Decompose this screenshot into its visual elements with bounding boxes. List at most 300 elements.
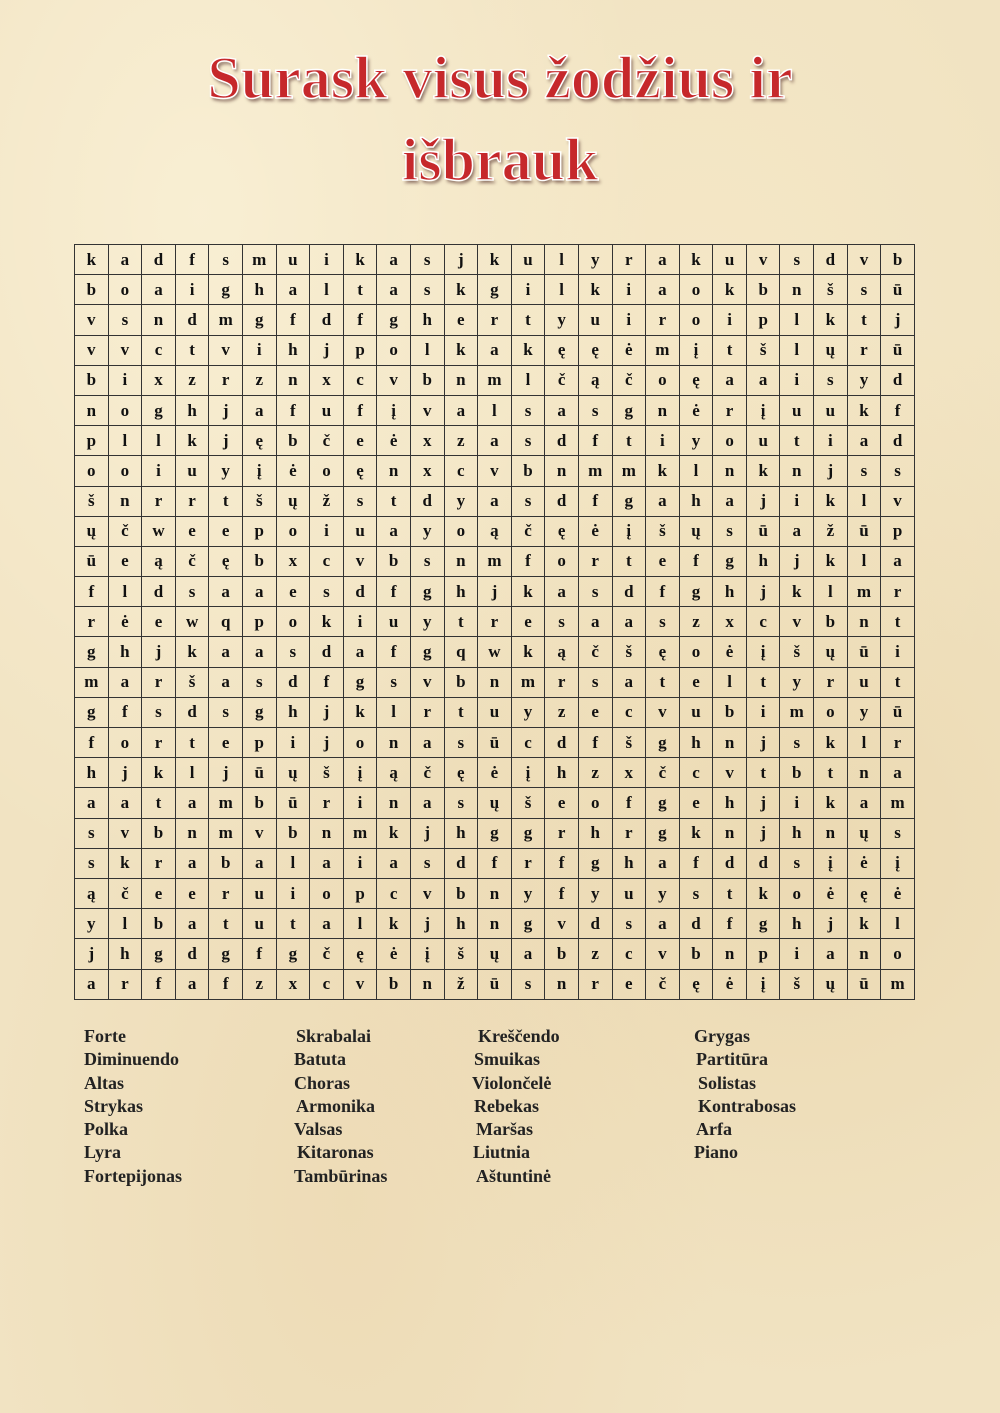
grid-cell[interactable]: į (410, 939, 444, 969)
grid-cell[interactable]: f (511, 546, 545, 576)
grid-cell[interactable]: n (377, 456, 411, 486)
grid-cell[interactable]: b (679, 939, 713, 969)
grid-cell[interactable]: m (209, 788, 243, 818)
grid-cell[interactable]: x (612, 758, 646, 788)
grid-cell[interactable]: ū (478, 969, 512, 999)
grid-cell[interactable]: į (612, 516, 646, 546)
grid-cell[interactable]: s (713, 516, 747, 546)
grid-cell[interactable]: s (612, 909, 646, 939)
grid-cell[interactable]: x (410, 426, 444, 456)
grid-cell[interactable]: l (545, 245, 579, 275)
grid-cell[interactable]: v (646, 939, 680, 969)
grid-cell[interactable]: g (209, 275, 243, 305)
grid-cell[interactable]: ę (646, 637, 680, 667)
grid-cell[interactable]: a (578, 607, 612, 637)
grid-cell[interactable]: ę (343, 456, 377, 486)
grid-cell[interactable]: v (545, 909, 579, 939)
grid-cell[interactable]: ę (679, 365, 713, 395)
grid-cell[interactable]: q (444, 637, 478, 667)
grid-cell[interactable]: a (75, 788, 109, 818)
grid-cell[interactable]: l (780, 305, 814, 335)
grid-cell[interactable]: ė (814, 878, 848, 908)
grid-cell[interactable]: a (847, 426, 881, 456)
grid-cell[interactable]: r (545, 818, 579, 848)
grid-cell[interactable]: r (511, 848, 545, 878)
grid-cell[interactable]: r (612, 245, 646, 275)
grid-cell[interactable]: u (780, 395, 814, 425)
grid-cell[interactable]: ė (377, 426, 411, 456)
grid-cell[interactable]: z (175, 365, 209, 395)
grid-cell[interactable]: f (142, 969, 176, 999)
grid-cell[interactable]: l (814, 577, 848, 607)
grid-cell[interactable]: i (612, 275, 646, 305)
grid-cell[interactable]: j (310, 335, 344, 365)
grid-cell[interactable]: i (242, 335, 276, 365)
grid-cell[interactable]: d (881, 365, 915, 395)
grid-cell[interactable]: e (209, 728, 243, 758)
grid-cell[interactable]: l (713, 667, 747, 697)
grid-cell[interactable]: ų (478, 788, 512, 818)
grid-cell[interactable]: t (713, 335, 747, 365)
grid-cell[interactable]: ę (545, 335, 579, 365)
grid-cell[interactable]: s (410, 245, 444, 275)
grid-cell[interactable]: h (746, 546, 780, 576)
grid-cell[interactable]: s (142, 697, 176, 727)
grid-cell[interactable]: n (713, 728, 747, 758)
grid-cell[interactable]: y (679, 426, 713, 456)
grid-cell[interactable]: r (478, 305, 512, 335)
grid-cell[interactable]: s (578, 395, 612, 425)
grid-cell[interactable]: n (713, 818, 747, 848)
grid-cell[interactable]: j (310, 728, 344, 758)
grid-cell[interactable]: l (847, 728, 881, 758)
grid-cell[interactable]: h (444, 818, 478, 848)
grid-cell[interactable]: o (108, 275, 142, 305)
grid-cell[interactable]: z (545, 697, 579, 727)
grid-cell[interactable]: v (209, 335, 243, 365)
grid-cell[interactable]: n (780, 275, 814, 305)
grid-cell[interactable]: a (75, 969, 109, 999)
grid-cell[interactable]: h (75, 758, 109, 788)
grid-cell[interactable]: d (545, 728, 579, 758)
grid-cell[interactable]: r (209, 878, 243, 908)
grid-cell[interactable]: a (242, 637, 276, 667)
grid-cell[interactable]: s (881, 818, 915, 848)
grid-cell[interactable]: a (108, 245, 142, 275)
grid-cell[interactable]: f (713, 909, 747, 939)
grid-cell[interactable]: v (646, 697, 680, 727)
grid-cell[interactable]: u (276, 245, 310, 275)
grid-cell[interactable]: g (511, 818, 545, 848)
grid-cell[interactable]: s (410, 848, 444, 878)
grid-cell[interactable]: d (175, 305, 209, 335)
grid-cell[interactable]: j (746, 486, 780, 516)
grid-cell[interactable]: g (276, 939, 310, 969)
grid-cell[interactable]: p (881, 516, 915, 546)
grid-cell[interactable]: v (343, 969, 377, 999)
grid-cell[interactable]: x (276, 546, 310, 576)
grid-cell[interactable]: k (75, 245, 109, 275)
grid-cell[interactable]: į (814, 848, 848, 878)
grid-cell[interactable]: ų (814, 969, 848, 999)
grid-cell[interactable]: t (209, 909, 243, 939)
grid-cell[interactable]: č (578, 637, 612, 667)
grid-cell[interactable]: o (881, 939, 915, 969)
grid-cell[interactable]: i (814, 426, 848, 456)
grid-cell[interactable]: u (343, 516, 377, 546)
grid-cell[interactable]: s (679, 878, 713, 908)
grid-cell[interactable]: a (478, 486, 512, 516)
grid-cell[interactable]: e (343, 426, 377, 456)
grid-cell[interactable]: f (881, 395, 915, 425)
grid-cell[interactable]: j (108, 758, 142, 788)
grid-cell[interactable]: s (310, 577, 344, 607)
grid-cell[interactable]: l (780, 335, 814, 365)
grid-cell[interactable]: e (175, 878, 209, 908)
grid-cell[interactable]: ū (881, 697, 915, 727)
grid-cell[interactable]: s (578, 667, 612, 697)
grid-cell[interactable]: j (746, 577, 780, 607)
grid-cell[interactable]: n (377, 788, 411, 818)
grid-cell[interactable]: s (847, 456, 881, 486)
grid-cell[interactable]: ą (142, 546, 176, 576)
grid-cell[interactable]: c (511, 728, 545, 758)
grid-cell[interactable]: į (511, 758, 545, 788)
grid-cell[interactable]: n (142, 305, 176, 335)
grid-cell[interactable]: į (881, 848, 915, 878)
grid-cell[interactable]: v (108, 818, 142, 848)
grid-cell[interactable]: ė (713, 969, 747, 999)
grid-cell[interactable]: b (242, 546, 276, 576)
grid-cell[interactable]: r (410, 697, 444, 727)
grid-cell[interactable]: į (377, 395, 411, 425)
grid-cell[interactable]: r (310, 788, 344, 818)
grid-cell[interactable]: u (578, 305, 612, 335)
grid-cell[interactable]: f (242, 939, 276, 969)
grid-cell[interactable]: t (881, 607, 915, 637)
grid-cell[interactable]: m (242, 245, 276, 275)
grid-cell[interactable]: z (242, 365, 276, 395)
grid-cell[interactable]: ū (847, 516, 881, 546)
grid-cell[interactable]: ė (578, 516, 612, 546)
grid-cell[interactable]: k (847, 909, 881, 939)
grid-cell[interactable]: l (175, 758, 209, 788)
grid-cell[interactable]: l (343, 909, 377, 939)
grid-cell[interactable]: o (310, 456, 344, 486)
grid-cell[interactable]: s (75, 818, 109, 848)
grid-cell[interactable]: k (511, 637, 545, 667)
grid-cell[interactable]: c (444, 456, 478, 486)
grid-cell[interactable]: a (847, 788, 881, 818)
grid-cell[interactable]: h (444, 577, 478, 607)
grid-cell[interactable]: g (343, 667, 377, 697)
grid-cell[interactable]: u (612, 878, 646, 908)
grid-cell[interactable]: d (545, 486, 579, 516)
grid-cell[interactable]: y (578, 878, 612, 908)
grid-cell[interactable]: s (780, 848, 814, 878)
grid-cell[interactable]: n (310, 818, 344, 848)
grid-cell[interactable]: y (847, 365, 881, 395)
grid-cell[interactable]: į (679, 335, 713, 365)
grid-cell[interactable]: i (646, 426, 680, 456)
grid-cell[interactable]: d (175, 939, 209, 969)
grid-cell[interactable]: o (713, 426, 747, 456)
grid-cell[interactable]: o (108, 728, 142, 758)
grid-cell[interactable]: ę (242, 426, 276, 456)
grid-cell[interactable]: e (209, 516, 243, 546)
grid-cell[interactable]: a (612, 667, 646, 697)
grid-cell[interactable]: b (142, 909, 176, 939)
grid-cell[interactable]: o (108, 395, 142, 425)
grid-cell[interactable]: g (646, 818, 680, 848)
grid-cell[interactable]: t (142, 788, 176, 818)
grid-cell[interactable]: v (746, 245, 780, 275)
grid-cell[interactable]: l (410, 335, 444, 365)
grid-cell[interactable]: t (881, 667, 915, 697)
grid-cell[interactable]: č (545, 365, 579, 395)
grid-cell[interactable]: ą (545, 637, 579, 667)
grid-cell[interactable]: ą (578, 365, 612, 395)
grid-cell[interactable]: o (444, 516, 478, 546)
grid-cell[interactable]: t (377, 486, 411, 516)
grid-cell[interactable]: m (881, 788, 915, 818)
grid-cell[interactable]: f (679, 546, 713, 576)
grid-cell[interactable]: č (511, 516, 545, 546)
grid-cell[interactable]: g (578, 848, 612, 878)
grid-cell[interactable]: a (646, 909, 680, 939)
grid-cell[interactable]: x (713, 607, 747, 637)
grid-cell[interactable]: u (679, 697, 713, 727)
grid-cell[interactable]: ė (679, 395, 713, 425)
grid-cell[interactable]: e (444, 305, 478, 335)
grid-cell[interactable]: ė (377, 939, 411, 969)
grid-cell[interactable]: k (814, 546, 848, 576)
grid-cell[interactable]: a (881, 758, 915, 788)
grid-cell[interactable]: ė (108, 607, 142, 637)
grid-cell[interactable]: k (175, 637, 209, 667)
grid-cell[interactable]: b (780, 758, 814, 788)
grid-cell[interactable]: f (75, 577, 109, 607)
grid-cell[interactable]: e (142, 878, 176, 908)
grid-cell[interactable]: ę (209, 546, 243, 576)
grid-cell[interactable]: s (780, 728, 814, 758)
grid-cell[interactable]: l (142, 426, 176, 456)
grid-cell[interactable]: w (478, 637, 512, 667)
grid-cell[interactable]: m (75, 667, 109, 697)
grid-cell[interactable]: s (511, 426, 545, 456)
grid-cell[interactable]: h (276, 335, 310, 365)
grid-cell[interactable]: u (310, 395, 344, 425)
grid-cell[interactable]: r (142, 667, 176, 697)
grid-cell[interactable]: z (578, 939, 612, 969)
grid-cell[interactable]: a (175, 909, 209, 939)
grid-cell[interactable]: d (814, 245, 848, 275)
grid-cell[interactable]: l (108, 426, 142, 456)
grid-cell[interactable]: r (142, 486, 176, 516)
grid-cell[interactable]: ų (814, 335, 848, 365)
grid-cell[interactable]: o (814, 697, 848, 727)
grid-cell[interactable]: f (75, 728, 109, 758)
grid-cell[interactable]: o (75, 456, 109, 486)
grid-cell[interactable]: f (545, 848, 579, 878)
grid-cell[interactable]: b (410, 365, 444, 395)
grid-cell[interactable]: i (276, 878, 310, 908)
grid-cell[interactable]: š (175, 667, 209, 697)
grid-cell[interactable]: l (377, 697, 411, 727)
grid-cell[interactable]: n (847, 607, 881, 637)
grid-cell[interactable]: l (511, 365, 545, 395)
grid-cell[interactable]: r (881, 577, 915, 607)
grid-cell[interactable]: r (578, 546, 612, 576)
grid-cell[interactable]: t (847, 305, 881, 335)
grid-cell[interactable]: ė (881, 878, 915, 908)
grid-cell[interactable]: k (746, 456, 780, 486)
grid-cell[interactable]: g (646, 788, 680, 818)
grid-cell[interactable]: a (343, 637, 377, 667)
grid-cell[interactable]: d (410, 486, 444, 516)
grid-cell[interactable]: c (343, 365, 377, 395)
grid-cell[interactable]: ę (343, 939, 377, 969)
grid-cell[interactable]: r (478, 607, 512, 637)
grid-cell[interactable]: a (713, 365, 747, 395)
grid-cell[interactable]: f (578, 728, 612, 758)
grid-cell[interactable]: r (881, 728, 915, 758)
grid-cell[interactable]: y (410, 516, 444, 546)
grid-cell[interactable]: u (511, 245, 545, 275)
grid-cell[interactable]: j (746, 818, 780, 848)
grid-cell[interactable]: r (142, 848, 176, 878)
grid-cell[interactable]: r (847, 335, 881, 365)
grid-cell[interactable]: č (612, 365, 646, 395)
grid-cell[interactable]: k (814, 728, 848, 758)
grid-cell[interactable]: t (511, 305, 545, 335)
grid-cell[interactable]: o (679, 305, 713, 335)
grid-cell[interactable]: a (478, 335, 512, 365)
grid-cell[interactable]: b (209, 848, 243, 878)
grid-cell[interactable]: s (343, 486, 377, 516)
grid-cell[interactable]: p (75, 426, 109, 456)
grid-cell[interactable]: n (713, 939, 747, 969)
grid-cell[interactable]: k (478, 245, 512, 275)
grid-cell[interactable]: u (746, 426, 780, 456)
grid-cell[interactable]: c (746, 607, 780, 637)
grid-cell[interactable]: g (478, 275, 512, 305)
grid-cell[interactable]: ų (814, 637, 848, 667)
grid-cell[interactable]: d (612, 577, 646, 607)
grid-cell[interactable]: u (814, 395, 848, 425)
grid-cell[interactable]: m (343, 818, 377, 848)
grid-cell[interactable]: e (142, 607, 176, 637)
grid-cell[interactable]: g (410, 637, 444, 667)
grid-cell[interactable]: g (209, 939, 243, 969)
grid-cell[interactable]: h (713, 788, 747, 818)
grid-cell[interactable]: j (746, 728, 780, 758)
grid-cell[interactable]: g (679, 577, 713, 607)
grid-cell[interactable]: n (713, 456, 747, 486)
grid-cell[interactable]: t (444, 697, 478, 727)
grid-cell[interactable]: š (612, 728, 646, 758)
grid-cell[interactable]: k (679, 818, 713, 848)
grid-cell[interactable]: i (142, 456, 176, 486)
grid-cell[interactable]: r (545, 667, 579, 697)
grid-cell[interactable]: s (276, 637, 310, 667)
grid-cell[interactable]: j (881, 305, 915, 335)
grid-cell[interactable]: o (646, 365, 680, 395)
grid-cell[interactable]: s (545, 607, 579, 637)
grid-cell[interactable]: g (142, 939, 176, 969)
grid-cell[interactable]: a (646, 275, 680, 305)
grid-cell[interactable]: c (310, 546, 344, 576)
grid-cell[interactable]: k (108, 848, 142, 878)
grid-cell[interactable]: e (679, 788, 713, 818)
grid-cell[interactable]: n (847, 939, 881, 969)
grid-cell[interactable]: ą (377, 758, 411, 788)
grid-cell[interactable]: b (75, 365, 109, 395)
grid-cell[interactable]: m (209, 818, 243, 848)
grid-cell[interactable]: s (175, 577, 209, 607)
grid-cell[interactable]: t (713, 878, 747, 908)
grid-cell[interactable]: r (108, 969, 142, 999)
grid-cell[interactable]: a (242, 848, 276, 878)
grid-cell[interactable]: f (276, 305, 310, 335)
grid-cell[interactable]: e (276, 577, 310, 607)
grid-cell[interactable]: f (310, 667, 344, 697)
grid-cell[interactable]: ū (881, 335, 915, 365)
grid-cell[interactable]: e (578, 697, 612, 727)
grid-cell[interactable]: v (410, 878, 444, 908)
grid-cell[interactable]: o (578, 788, 612, 818)
grid-cell[interactable]: s (780, 245, 814, 275)
grid-cell[interactable]: ž (814, 516, 848, 546)
grid-cell[interactable]: č (310, 426, 344, 456)
grid-cell[interactable]: k (814, 305, 848, 335)
grid-cell[interactable]: š (746, 335, 780, 365)
grid-cell[interactable]: y (578, 245, 612, 275)
grid-cell[interactable]: g (242, 697, 276, 727)
grid-cell[interactable]: d (276, 667, 310, 697)
grid-cell[interactable]: m (847, 577, 881, 607)
grid-cell[interactable]: x (276, 969, 310, 999)
grid-cell[interactable]: b (377, 969, 411, 999)
grid-cell[interactable]: k (343, 245, 377, 275)
grid-cell[interactable]: z (242, 969, 276, 999)
grid-cell[interactable]: b (276, 426, 310, 456)
grid-cell[interactable]: k (377, 818, 411, 848)
grid-cell[interactable]: ę (578, 335, 612, 365)
grid-cell[interactable]: v (75, 305, 109, 335)
grid-cell[interactable]: i (276, 728, 310, 758)
grid-cell[interactable]: ū (276, 788, 310, 818)
grid-cell[interactable]: r (175, 486, 209, 516)
grid-cell[interactable]: f (578, 426, 612, 456)
grid-cell[interactable]: y (75, 909, 109, 939)
grid-cell[interactable]: s (881, 456, 915, 486)
grid-cell[interactable]: v (478, 456, 512, 486)
grid-cell[interactable]: d (578, 909, 612, 939)
grid-cell[interactable]: a (545, 577, 579, 607)
grid-cell[interactable]: a (780, 516, 814, 546)
grid-cell[interactable]: v (75, 335, 109, 365)
grid-cell[interactable]: m (881, 969, 915, 999)
grid-cell[interactable]: c (679, 758, 713, 788)
grid-cell[interactable]: l (108, 577, 142, 607)
grid-cell[interactable]: ų (75, 516, 109, 546)
grid-cell[interactable]: d (713, 848, 747, 878)
grid-cell[interactable]: c (310, 969, 344, 999)
grid-cell[interactable]: e (679, 667, 713, 697)
grid-cell[interactable]: i (612, 305, 646, 335)
grid-cell[interactable]: a (746, 365, 780, 395)
